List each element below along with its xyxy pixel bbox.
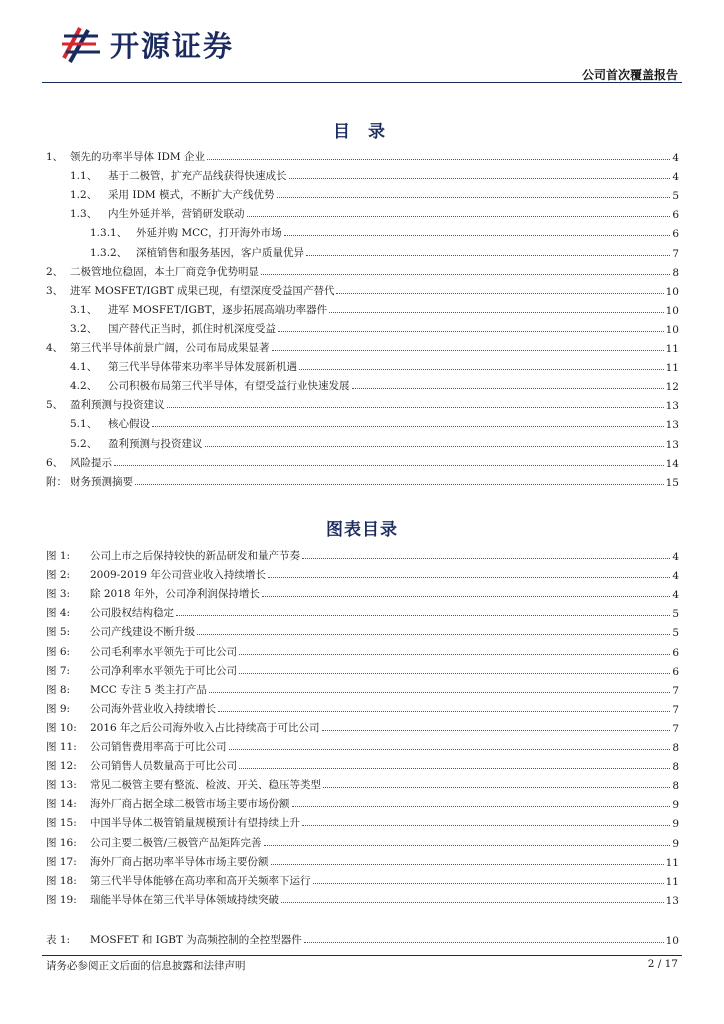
figure-entry[interactable] xyxy=(46,545,679,563)
toc-entry-page: 11 xyxy=(665,343,679,355)
figure-entry-title: 公司股权结构稳定 xyxy=(90,607,174,620)
figure-entry-title: 公司净利率水平领先于可比公司 xyxy=(90,664,237,677)
dot-leader xyxy=(197,634,670,635)
toc-entry-title: 深植销售和服务基因，客户质量优异 xyxy=(136,246,304,259)
figure-entry-number: 图 12: xyxy=(46,760,77,773)
dot-leader xyxy=(281,902,664,903)
toc-entry[interactable] xyxy=(46,394,679,412)
figure-entry-title: 公司上市之后保持较快的新品研发和量产节奏 xyxy=(90,550,300,562)
toc-entry-title: 进军 MOSFET/IGBT 成果已现，有望深度受益国产替代 xyxy=(70,284,335,297)
figure-list-title: 图表目录 xyxy=(326,520,398,540)
toc-entry-number: 1.3.1、 xyxy=(90,227,128,240)
toc-entry[interactable] xyxy=(46,184,679,202)
table-entry-title: MOSFET 和 IGBT 为高频控制的全控型器件 xyxy=(90,934,302,946)
toc-entry[interactable] xyxy=(46,165,679,183)
footer-divider xyxy=(42,955,682,956)
toc-entry-title: 第三代半导体带来功率半导体发展新机遇 xyxy=(108,361,297,374)
toc-entry-page: 8 xyxy=(672,266,679,279)
figure-entry[interactable] xyxy=(46,641,679,659)
dot-leader xyxy=(239,673,670,674)
figure-entry-page: 9 xyxy=(672,799,679,812)
toc-entry[interactable] xyxy=(46,203,679,221)
figure-entry-number: 图 9: xyxy=(46,702,71,715)
toc-entry-number: 附： xyxy=(46,475,67,488)
figure-entry-number: 图 14: xyxy=(46,798,77,811)
figure-entry-page: 8 xyxy=(672,742,679,754)
figure-entry-number: 图 16: xyxy=(46,836,77,849)
figure-entry[interactable] xyxy=(46,889,679,907)
dot-leader xyxy=(205,446,664,447)
toc-entry-title: 盈利预测与投资建议 xyxy=(70,399,165,412)
header-divider xyxy=(42,82,682,83)
toc-entry-page: 10 xyxy=(665,323,679,336)
toc-entry-page: 11 xyxy=(665,362,679,375)
dot-leader xyxy=(229,749,671,750)
table-entry-page: 10 xyxy=(665,935,679,947)
toc-entry-title: 内生外延并举，营销研发联动 xyxy=(108,208,245,221)
report-type: 公司首次覆盖报告 xyxy=(581,68,678,82)
toc-entry-title: 采用 IDM 模式，不断扩大产线优势 xyxy=(108,189,275,202)
figure-entry-number: 图 18: xyxy=(46,874,77,887)
figure-entry-number: 图 6: xyxy=(46,645,71,658)
dot-leader xyxy=(261,274,670,275)
figure-entry[interactable] xyxy=(46,679,679,697)
figure-entry[interactable] xyxy=(46,564,679,582)
toc-entry[interactable] xyxy=(46,242,679,260)
toc-entry-page: 5 xyxy=(672,190,679,203)
dot-leader xyxy=(167,407,664,408)
page-number: 2 / 17 xyxy=(647,958,678,970)
dot-leader xyxy=(323,787,670,788)
figure-entry-title: 瑞能半导体在第三代半导体领域持续突破 xyxy=(90,893,279,906)
toc-entry-page: 10 xyxy=(665,285,679,298)
figure-entry[interactable] xyxy=(46,660,679,678)
figure-entry[interactable] xyxy=(46,602,679,620)
figure-entry-page: 5 xyxy=(672,627,679,640)
dot-leader xyxy=(218,711,670,712)
figure-entry-number: 图 3: xyxy=(46,588,71,601)
dot-leader xyxy=(268,577,670,578)
figure-entry-page: 11 xyxy=(665,875,679,888)
figure-entry[interactable] xyxy=(46,755,679,773)
figure-entry-page: 11 xyxy=(665,856,679,869)
dot-leader xyxy=(289,178,671,179)
toc-entry-page: 4 xyxy=(672,171,679,184)
dot-leader xyxy=(262,596,670,597)
toc-entry-page: 15 xyxy=(665,476,679,489)
toc-entry-number: 4、 xyxy=(46,342,64,354)
dot-leader xyxy=(176,615,670,616)
figure-entry-number: 图 10: xyxy=(46,721,77,734)
toc-entry[interactable] xyxy=(46,356,679,374)
figure-entry-title: 第三代半导体能够在高功率和高开关频率下运行 xyxy=(90,874,311,887)
figure-entry-number: 图 4: xyxy=(46,607,71,620)
dot-leader xyxy=(264,845,671,846)
toc-entry[interactable] xyxy=(46,471,679,489)
figure-entry-page: 5 xyxy=(672,608,679,621)
dot-leader xyxy=(271,864,664,865)
toc-entry[interactable] xyxy=(46,413,679,431)
dot-leader xyxy=(306,255,670,256)
dot-leader xyxy=(152,426,664,427)
toc-entry-number: 3.2、 xyxy=(70,322,98,335)
toc-entry-number: 3、 xyxy=(46,284,64,297)
toc-entry[interactable] xyxy=(46,337,679,355)
toc-entry-number: 5.2、 xyxy=(70,437,98,450)
figure-entry-page: 7 xyxy=(672,703,679,716)
dot-leader xyxy=(272,350,664,351)
toc-entry-page: 12 xyxy=(665,381,679,394)
figure-entry-number: 图 2: xyxy=(46,569,71,582)
figure-entry-number: 图 7: xyxy=(46,664,71,677)
dot-leader xyxy=(299,369,664,370)
figure-entry-page: 7 xyxy=(672,684,679,697)
toc-entry[interactable] xyxy=(46,318,679,336)
toc-entry-title: 公司积极布局第三代半导体，有望受益行业快速发展 xyxy=(108,380,350,393)
figure-entry-number: 图 19: xyxy=(46,893,77,906)
toc-entry[interactable] xyxy=(46,375,679,393)
figure-entry-number: 图 15: xyxy=(46,817,77,830)
toc-entry-title: 国产替代正当时，抓住时机深度受益 xyxy=(108,322,276,335)
toc-entry-number: 3.1、 xyxy=(70,303,98,316)
figure-entry[interactable] xyxy=(46,812,679,830)
dot-leader xyxy=(247,216,671,217)
toc-entry-page: 4 xyxy=(672,152,679,164)
figure-entry-title: 中国半导体二极管销量规模预计有望持续上升 xyxy=(90,817,300,830)
figure-entry-page: 4 xyxy=(672,589,679,602)
toc-entry-page: 10 xyxy=(665,304,679,317)
figure-entry-title: 公司销售人员数量高于可比公司 xyxy=(90,760,237,773)
toc-entry-title: 二极管地位稳固，本土厂商竞争优势明显 xyxy=(70,265,259,278)
toc-entry[interactable] xyxy=(46,299,679,317)
figure-entry-page: 4 xyxy=(672,570,679,583)
toc-entry-title: 核心假设 xyxy=(108,418,150,431)
figure-entry-title: 公司销售费用率高于可比公司 xyxy=(90,741,227,753)
toc-entry-number: 1.1、 xyxy=(70,170,98,183)
toc-entry-number: 1、 xyxy=(46,151,64,163)
figure-entry-page: 4 xyxy=(672,551,679,563)
figure-entry-number: 图 13: xyxy=(46,779,77,792)
figure-entry-number: 图 8: xyxy=(46,683,71,696)
toc-entry-page: 7 xyxy=(672,247,679,260)
brand-mark-icon xyxy=(60,22,104,66)
brand-name: 开源证券 xyxy=(110,29,235,63)
figure-entry-title: 常见二极管主要有整流、检波、开关、稳压等类型 xyxy=(90,779,321,792)
dot-leader xyxy=(114,465,664,466)
figure-entry-page: 6 xyxy=(672,665,679,678)
toc-entry-number: 1.3.2、 xyxy=(90,246,128,259)
dot-leader xyxy=(239,654,670,655)
figure-entry[interactable] xyxy=(46,621,679,639)
toc-entry-page: 13 xyxy=(665,419,679,432)
toc-entry[interactable] xyxy=(46,146,679,164)
figure-entry-page: 8 xyxy=(672,780,679,793)
table-entry[interactable] xyxy=(46,929,679,947)
figure-entry-page: 8 xyxy=(672,761,679,774)
figure-entry-title: 公司海外营业收入持续增长 xyxy=(90,702,216,715)
figure-entry-page: 13 xyxy=(665,894,679,907)
figure-entry-page: 9 xyxy=(672,837,679,850)
dot-leader xyxy=(284,235,671,236)
toc-title: 目 录 xyxy=(333,122,391,142)
figure-entry-title: 海外厂商占据全球二极管市场主要市场份额 xyxy=(90,798,290,811)
figure-entry-number: 图 1: xyxy=(46,550,71,562)
toc-entry-title: 盈利预测与投资建议 xyxy=(108,437,203,450)
toc-entry-title: 第三代半导体前景广阔，公司布局成果显著 xyxy=(70,342,270,354)
toc-entry-number: 4.1、 xyxy=(70,361,98,374)
toc-entry-number: 6、 xyxy=(46,456,64,469)
toc-entry[interactable] xyxy=(46,222,679,240)
figure-entry-page: 7 xyxy=(672,722,679,735)
toc-entry-number: 1.3、 xyxy=(70,208,98,221)
dot-leader xyxy=(322,730,671,731)
figure-entry-number: 图 17: xyxy=(46,855,77,868)
page-header xyxy=(0,0,724,86)
dot-leader xyxy=(352,388,664,389)
dot-leader xyxy=(336,293,663,294)
figure-entry[interactable] xyxy=(46,717,679,735)
dot-leader xyxy=(292,806,671,807)
dot-leader xyxy=(313,883,664,884)
toc-entry[interactable] xyxy=(46,261,679,279)
figure-entry[interactable] xyxy=(46,698,679,716)
toc-entry[interactable] xyxy=(46,452,679,470)
dot-leader xyxy=(329,312,663,313)
figure-entry-number: 图 11: xyxy=(46,741,77,753)
figure-entry-title: 公司毛利率水平领先于可比公司 xyxy=(90,645,237,658)
dot-leader xyxy=(207,159,670,160)
toc-entry-page: 13 xyxy=(665,400,679,413)
toc-entry-title: 领先的功率半导体 IDM 企业 xyxy=(70,151,205,163)
toc-entry-title: 基于二极管，扩充产品线获得快速成长 xyxy=(108,170,287,183)
figure-entry-page: 6 xyxy=(672,646,679,659)
figure-entry[interactable] xyxy=(46,851,679,869)
dot-leader xyxy=(304,942,664,943)
figure-entry-number: 图 5: xyxy=(46,626,71,639)
figure-entry-title: 公司主要二极管/三极管产品矩阵完善 xyxy=(90,836,262,849)
figure-entry[interactable] xyxy=(46,736,679,754)
figure-entry-title: 2016 年之后公司海外收入占比持续高于可比公司 xyxy=(90,721,320,734)
toc-entry-page: 6 xyxy=(672,228,679,241)
figure-entry[interactable] xyxy=(46,774,679,792)
figure-entry[interactable] xyxy=(46,793,679,811)
toc-entry-number: 5.1、 xyxy=(70,418,98,431)
toc-entry-page: 14 xyxy=(665,457,679,470)
dot-leader xyxy=(278,331,664,332)
figure-entry-title: MCC 专注 5 类主打产品 xyxy=(90,683,208,696)
figure-entry-page: 9 xyxy=(672,818,679,831)
toc-entry-number: 2、 xyxy=(46,265,64,278)
figure-entry[interactable] xyxy=(46,870,679,888)
toc-entry[interactable] xyxy=(46,433,679,451)
toc-entry-title: 进军 MOSFET/IGBT，逐步拓展高端功率器件 xyxy=(108,303,328,316)
dot-leader xyxy=(302,825,670,826)
toc-entry[interactable] xyxy=(46,280,679,298)
dot-leader xyxy=(302,558,670,559)
figure-entry-title: 公司产线建设不断升级 xyxy=(90,626,195,639)
toc-entry-number: 4.2、 xyxy=(70,380,98,393)
figure-entry-title: 2009-2019 年公司营业收入持续增长 xyxy=(90,569,266,582)
footer-disclaimer: 请务必参阅正文后面的信息披露和法律声明 xyxy=(46,960,246,972)
dot-leader xyxy=(135,484,664,485)
figure-entry[interactable] xyxy=(46,832,679,850)
toc-entry-number: 1.2、 xyxy=(70,189,98,202)
dot-leader xyxy=(239,768,670,769)
toc-entry-number: 5、 xyxy=(46,399,64,412)
toc-entry-page: 13 xyxy=(665,438,679,451)
dot-leader xyxy=(209,692,670,693)
figure-entry-title: 海外厂商占据功率半导体市场主要份额 xyxy=(90,855,269,868)
toc-entry-page: 6 xyxy=(672,209,679,222)
table-entry-number: 表 1: xyxy=(46,934,71,946)
figure-entry[interactable] xyxy=(46,583,679,601)
toc-entry-title: 外延并购 MCC，打开海外市场 xyxy=(136,227,282,240)
toc-entry-title: 风险提示 xyxy=(70,456,112,469)
brand-logo xyxy=(60,22,260,66)
dot-leader xyxy=(277,197,671,198)
figure-entry-title: 除 2018 年外，公司净利润保持增长 xyxy=(90,588,260,601)
toc-entry-title: 财务预测摘要 xyxy=(70,475,133,488)
